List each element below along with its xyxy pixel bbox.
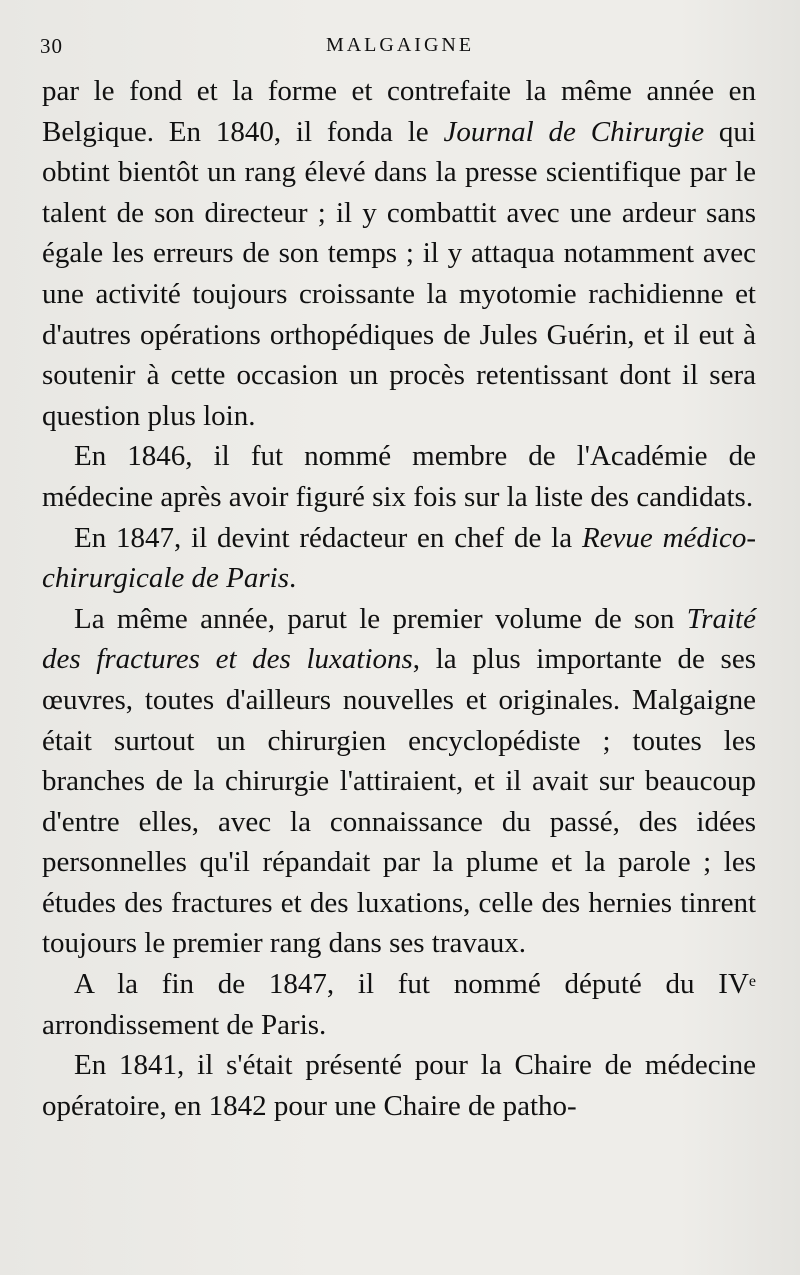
body-text bbox=[42, 71, 756, 1126]
paragraph bbox=[42, 71, 756, 436]
superscript: e bbox=[748, 973, 756, 991]
page-header bbox=[40, 34, 760, 62]
paragraph bbox=[42, 1045, 756, 1126]
paragraph bbox=[42, 518, 756, 599]
text-run: En 1846, il fut nommé membre de l'Académie de médecine après avoir figuré six fois sur la liste des candidats. bbox=[42, 440, 756, 513]
italic-title: Revue médico-chirurgicale de Paris bbox=[42, 521, 756, 595]
paragraph bbox=[42, 964, 756, 1045]
page-number: 30 bbox=[40, 34, 63, 58]
text-run: . bbox=[289, 562, 297, 595]
text-run: qui obtint bientôt un rang élevé dans la presse scientifique par le talent de son directeur ; il y combattit avec une ardeur sans égale les erreurs de son temps ; il y attaqua notamment avec une activité toujours croissante la myotomie rachidienne et d'autres opérations orthopédiques de Jules Guérin, et il eut à soutenir à cette occasion un procès retentissant dont il sera question plus loin. bbox=[42, 115, 756, 432]
running-title: MALGAIGNE bbox=[325, 34, 475, 56]
italic-title: Journal de Chirurgie bbox=[443, 115, 705, 148]
text-run: arrondissement de Paris. bbox=[42, 1008, 327, 1041]
paragraph bbox=[42, 599, 756, 964]
text-run: En 1847, il devint rédacteur en chef de la bbox=[74, 521, 582, 554]
text-run: , la plus importante de ses œuvres, toutes d'ailleurs nouvelles et originales. Malgaigne était surtout un chirurgien encyclopédiste ; toutes les branches de la chirurgie l'attiraient, et il avait sur beaucoup d'entre elles, avec la connaissance du passé, des idées personnelles qu'il répandait par la plume et la parole ; les études des fractures et des luxations, celle des hernies tinrent toujours le premier rang dans ses travaux. bbox=[42, 643, 756, 960]
text-run: En 1841, il s'était présenté pour la Chaire de médecine opératoire, en 1842 pour une Chaire de patho- bbox=[42, 1049, 756, 1122]
text-run: La même année, parut le premier volume de son bbox=[74, 602, 687, 635]
text-run: A la fin de 1847, il fut nommé député du IV bbox=[74, 968, 749, 1001]
italic-title: Traité des fractures et des luxations bbox=[42, 602, 756, 676]
paragraph bbox=[42, 436, 756, 517]
text-run: par le fond et la forme et contrefaite la même année en Belgique. En 1840, il fonda le bbox=[42, 75, 756, 148]
